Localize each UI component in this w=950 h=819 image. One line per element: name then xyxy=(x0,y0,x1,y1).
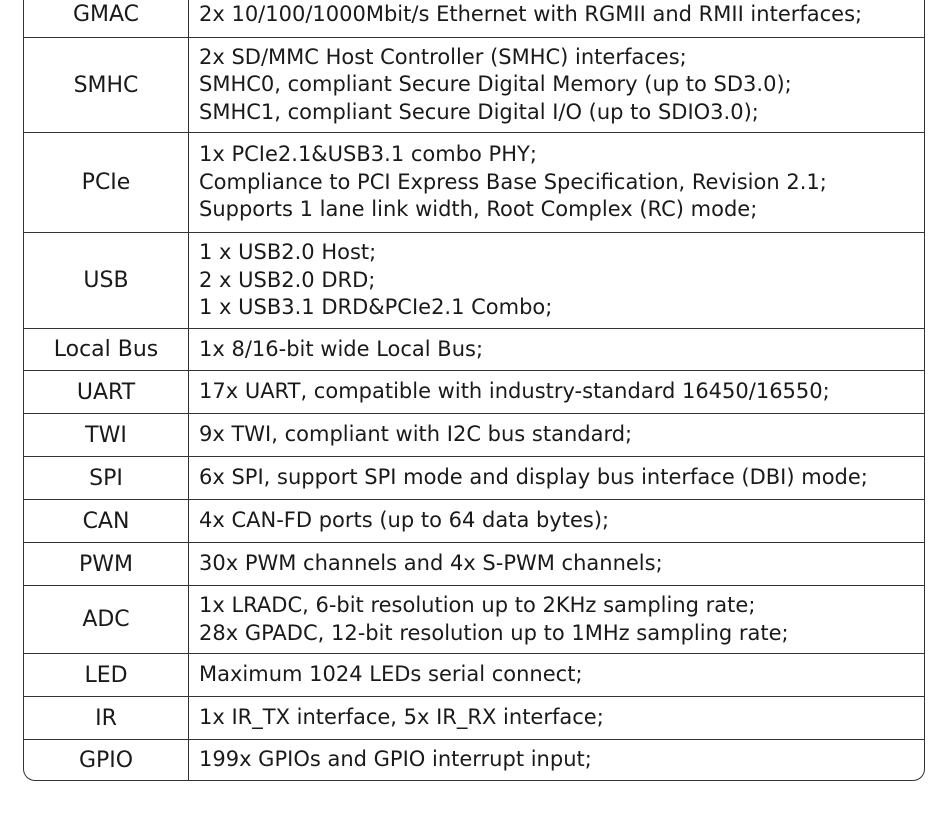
spec-table xyxy=(23,0,925,781)
row-value xyxy=(189,38,924,132)
table-row-spi xyxy=(24,456,924,499)
row-value xyxy=(189,543,924,585)
row-value xyxy=(189,329,924,370)
row-label: USB xyxy=(24,233,189,328)
row-value xyxy=(189,414,924,456)
table-row-can xyxy=(24,499,924,542)
table-row-usb xyxy=(24,232,924,328)
table-row-gmac xyxy=(24,0,924,37)
row-label: GPIO xyxy=(24,740,189,780)
value-line: 1 x USB2.0 Host; xyxy=(199,240,377,265)
row-value xyxy=(189,0,924,37)
row-label: PCIe xyxy=(24,133,189,232)
table-row-ir xyxy=(24,696,924,739)
value-line: SMHC0, compliant Secure Digital Memory (up to SD3.0); xyxy=(199,72,792,97)
row-value xyxy=(189,586,924,653)
value-line: 2x 10/100/1000Mbit/s Ethernet with RGMII and RMII interfaces; xyxy=(199,1,863,26)
row-value xyxy=(189,457,924,499)
value-line: 1x 8/16-bit wide Local Bus; xyxy=(199,336,484,361)
value-line: 199x GPIOs and GPIO interrupt input; xyxy=(199,747,592,772)
row-value xyxy=(189,233,924,328)
table-row-led xyxy=(24,653,924,696)
row-label: TWI xyxy=(24,414,189,456)
row-value xyxy=(189,740,924,780)
row-label: CAN xyxy=(24,500,189,542)
row-label: UART xyxy=(24,371,189,413)
row-label: ADC xyxy=(24,586,189,653)
row-value xyxy=(189,654,924,696)
row-label: GMAC xyxy=(24,0,189,37)
value-line: 2x SD/MMC Host Controller (SMHC) interfaces; xyxy=(199,44,687,69)
table-row-pwm xyxy=(24,542,924,585)
table-row-local-bus xyxy=(24,328,924,370)
value-line: 1x PCIe2.1&USB3.1 combo PHY; xyxy=(199,142,537,167)
value-line: 4x CAN-FD ports (up to 64 data bytes); xyxy=(199,508,610,533)
value-line: 6x SPI, support SPI mode and display bus interface (DBI) mode; xyxy=(199,465,868,490)
table-row-gpio xyxy=(24,739,924,780)
row-label: SMHC xyxy=(24,38,189,132)
table-row-pcie xyxy=(24,132,924,232)
value-line: 28x GPADC, 12-bit resolution up to 1MHz sampling rate; xyxy=(199,620,789,645)
table-row-adc xyxy=(24,585,924,653)
table-row-twi xyxy=(24,413,924,456)
value-line: 1x IR_TX interface, 5x IR_RX interface; xyxy=(199,705,604,730)
row-label: IR xyxy=(24,697,189,739)
value-line: 2 x USB2.0 DRD; xyxy=(199,267,376,292)
value-line: Supports 1 lane link width, Root Complex (RC) mode; xyxy=(199,197,758,222)
table-row-smhc xyxy=(24,37,924,132)
value-line: SMHC1, compliant Secure Digital I/O (up to SDIO3.0); xyxy=(199,99,759,124)
value-line: Maximum 1024 LEDs serial connect; xyxy=(199,662,583,687)
value-line: Compliance to PCI Express Base Specification, Revision 2.1; xyxy=(199,169,827,194)
row-label: Local Bus xyxy=(24,329,189,370)
value-line: 30x PWM channels and 4x S-PWM channels; xyxy=(199,551,663,576)
value-line: 9x TWI, compliant with I2C bus standard; xyxy=(199,422,633,447)
value-line: 1 x USB3.1 DRD&PCIe2.1 Combo; xyxy=(199,295,553,320)
table-row-uart xyxy=(24,370,924,413)
value-line: 17x UART, compatible with industry-standard 16450/16550; xyxy=(199,379,830,404)
row-value xyxy=(189,133,924,232)
row-value xyxy=(189,697,924,739)
row-label: SPI xyxy=(24,457,189,499)
row-label: LED xyxy=(24,654,189,696)
row-value xyxy=(189,371,924,413)
value-line: 1x LRADC, 6-bit resolution up to 2KHz sampling rate; xyxy=(199,593,756,617)
row-label: PWM xyxy=(24,543,189,585)
row-value xyxy=(189,500,924,542)
